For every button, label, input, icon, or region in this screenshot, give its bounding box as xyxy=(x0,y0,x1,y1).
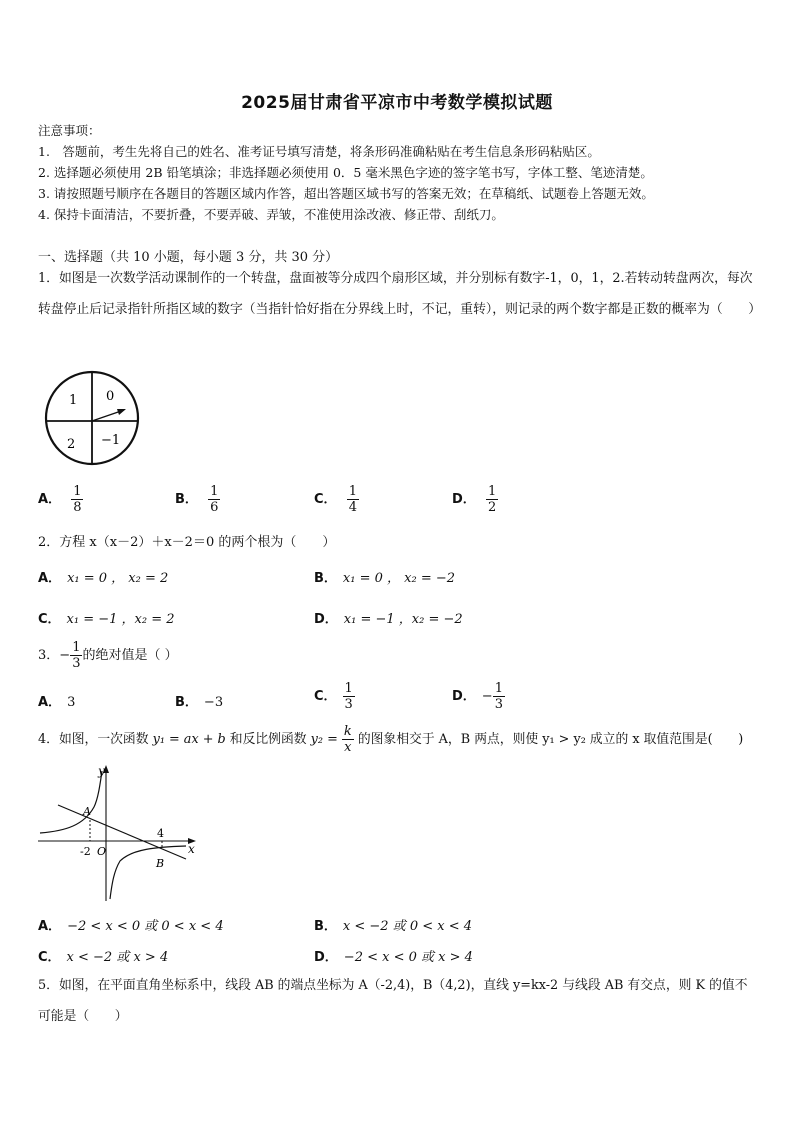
notice-item-2: 2. 选择题必须使用 2B 铅笔填涂；非选择题必须使用 0．5 毫米黑色字迹的签字笔书写，字体工整、笔迹清楚。 xyxy=(38,165,653,180)
q4-option-a[interactable]: A． −2 < x < 0 或 0 < x < 4 xyxy=(38,919,224,934)
question-1-text: 1．如图是一次数学活动课制作的一个转盘，盘面被等分成四个扇形区域，并分别标有数字-1，0，1，2.若转动转盘两次，每次转盘停止后记录指针所指区域的数字（当指针恰好指在分界线上时，不记，重转），则记录的两个数字都是正数的概率为（ ） xyxy=(38,271,762,317)
graph-x-label: x xyxy=(188,842,195,856)
graph-tick-4: 4 xyxy=(157,827,164,840)
notice-heading: 注意事项： xyxy=(38,123,101,138)
function-graph xyxy=(36,763,198,903)
q1-option-d[interactable]: D． $\frac{1}{2}$ xyxy=(452,484,497,515)
q3-option-d[interactable]: D． − $\frac{1}{3}$ xyxy=(452,681,503,712)
q2-option-d[interactable]: D． x₁ = −1 ，x₂ = −2 xyxy=(314,612,463,627)
notice-item-1: 1. 答题前，考生先将自己的姓名、准考证号填写清楚，将条形码准确粘贴在考生信息条形码粘贴区。 xyxy=(38,144,600,159)
graph-origin: O xyxy=(97,845,107,858)
graph-tick-neg2: -2 xyxy=(80,845,91,858)
q4-option-c[interactable]: C． x < −2 或 x > 4 xyxy=(38,950,169,965)
question-3-text: 3．− $\frac{1}{3}$ 的绝对值是（ ） xyxy=(38,640,178,671)
q4-option-d[interactable]: D． −2 < x < 0 或 x > 4 xyxy=(314,950,473,965)
q1-option-b[interactable]: B． $\frac{1}{6}$ xyxy=(175,484,219,515)
spinner-figure xyxy=(40,366,144,470)
spinner-label-neg1: −1 xyxy=(101,433,121,448)
spinner-label-2: 2 xyxy=(67,437,76,452)
q1-option-a[interactable]: A． $\frac{1}{8}$ xyxy=(38,484,82,515)
q1-option-c[interactable]: C． $\frac{1}{4}$ xyxy=(314,484,357,515)
question-2-text: 2．方程 x（x－2）＋x－2＝0 的两个根为（ ） xyxy=(38,535,336,550)
q2-option-b[interactable]: B． x₁ = 0 ， x₂ = −2 xyxy=(314,571,456,586)
page-title: 2025届甘肃省平凉市中考数学模拟试题 xyxy=(241,93,553,113)
question-5-text: 5．如图，在平面直角坐标系中，线段 AB 的端点坐标为 A（-2,4)，B（4,2)，直线 y=kx-2 与线段 AB 有交点，则 K 的值不可能是（ ） xyxy=(38,978,748,1024)
q2-option-c[interactable]: C． x₁ = −1 ，x₂ = 2 xyxy=(38,612,175,627)
question-4-text: 4．如图，一次函数 y₁ = ax + b 和反比例函数 y₂ = $\frac{k}{x}$ 的图象相交于 A，B 两点，则使 y₁ > y₂ 成立的 x 取值范围是( ) xyxy=(38,724,744,755)
section-title: 一、选择题（共 10 小题，每小题 3 分，共 30 分） xyxy=(38,250,339,265)
q4-option-b[interactable]: B． x < −2 或 0 < x < 4 xyxy=(314,919,473,934)
notice-item-3: 3. 请按照题号顺序在各题目的答题区域内作答，超出答题区域书写的答案无效；在草稿纸、试题卷上答题无效。 xyxy=(38,186,654,201)
q3-option-c[interactable]: C． $\frac{1}{3}$ xyxy=(314,681,353,712)
graph-y-label: y xyxy=(98,764,105,778)
q3-option-b[interactable]: B． −3 xyxy=(175,695,224,710)
q3-option-a[interactable]: A． 3 xyxy=(38,695,76,710)
graph-point-a: A xyxy=(83,805,91,818)
spinner-label-1: 1 xyxy=(69,393,78,408)
notice-item-4: 4. 保持卡面清洁，不要折叠，不要弄破、弄皱，不准使用涂改液、修正带、刮纸刀。 xyxy=(38,207,504,222)
q2-option-a[interactable]: A． x₁ = 0 ， x₂ = 2 xyxy=(38,571,169,586)
graph-point-b: B xyxy=(156,857,165,870)
spinner-label-0: 0 xyxy=(106,389,115,404)
